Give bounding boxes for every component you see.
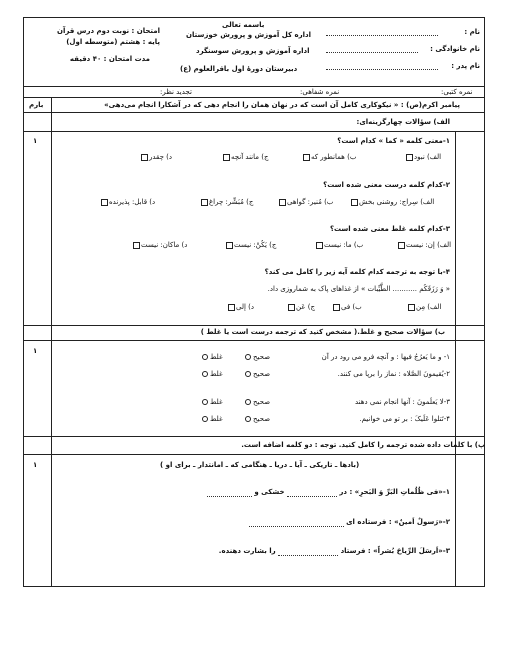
- divider: [23, 325, 485, 326]
- q3-option-d[interactable]: د) ماکان: نیست: [132, 241, 187, 250]
- duration-label: مدت امتحان : ۴۰ دقیقه: [69, 55, 150, 63]
- divider: [23, 340, 485, 341]
- org-line-2: اداره آموزش و پرورش سوسنگرد: [196, 47, 310, 55]
- score-column-header: بارم: [29, 101, 44, 109]
- q4-option-c[interactable]: ج) عَن: [287, 303, 315, 312]
- q2-option-a[interactable]: الف) سِراج: روشنی بخش: [350, 198, 434, 207]
- tf-statement-4: ۴-تَتلوا عَلَیکَ : بر تو می خوانیم.: [359, 415, 450, 423]
- name-field[interactable]: [326, 35, 438, 36]
- divider: [23, 112, 485, 113]
- score-column-line: [51, 97, 52, 587]
- q3-option-b[interactable]: ب) ما: نیست: [315, 241, 363, 250]
- oral-score: نمره شفاهی:: [300, 88, 340, 96]
- q1-option-d[interactable]: د) چقدر: [140, 153, 172, 162]
- q1-option-b[interactable]: ب) همانطور که: [302, 153, 356, 162]
- section-c-score: ۱: [33, 461, 38, 469]
- q1-option-c[interactable]: ج) مانند آنچه: [222, 153, 268, 162]
- org-line-3: دبیرستان دورۀ اول باقرالعلوم (ع): [180, 65, 298, 73]
- divider: [23, 131, 485, 132]
- fill-blank-3[interactable]: [278, 555, 338, 556]
- tf-statement-2: ۲-یُقیمونَ الصَّلاه : نماز را برپا می کنند.: [337, 370, 450, 378]
- review-score: تجدید نظر:: [160, 88, 192, 96]
- divider: [23, 97, 485, 98]
- fill-blank-1a[interactable]: [287, 496, 337, 497]
- tf-4-correct[interactable]: صحیح: [243, 415, 270, 424]
- question-4: ۴-با توجه به ترجمه کدام کلمه آیه زیر را کامل می کند؟: [264, 268, 450, 276]
- tf-1-wrong[interactable]: غلط: [200, 353, 223, 362]
- q2-option-b[interactable]: ب) مُنیر: گواهی: [278, 198, 333, 207]
- fill-item-1: ۱-«فی ظُلُماتِ البَرِّ وَ البَحرِ» : در خشکی و: [130, 488, 450, 497]
- q1-option-a[interactable]: الف) نبود: [405, 153, 441, 162]
- section-c-title: پ) با کلمات داده شده ترجمه را کامل کنید. توجه : دو کلمه اضافه است.: [241, 441, 485, 449]
- written-score: نمره کتبی:: [441, 88, 473, 96]
- grade-label: پایه : هشتم (متوسطه اول): [66, 38, 160, 46]
- divider: [23, 436, 485, 437]
- tf-3-correct[interactable]: صحیح: [243, 398, 270, 407]
- fill-blank-2[interactable]: [249, 526, 344, 527]
- section-b-title: ب) سؤالات صحیح و غلط.( مشخص کنید که ترجمه درست است یا غلط ): [200, 328, 445, 336]
- tf-statement-3: ۳-لا یَعلَمونَ : آنها انجام نمی دهند: [355, 398, 450, 406]
- q2-option-c[interactable]: ج) مُبَشِّر: چراغ: [200, 198, 253, 207]
- basmala: باسمه تعالی: [222, 21, 265, 29]
- q3-option-c[interactable]: ج) یَکُنْ: نیست: [225, 241, 276, 250]
- divider: [23, 454, 485, 455]
- word-bank: (بادها ـ تاریکی ـ آیا ـ دریا ـ هنگامی که ـ امانتدار ـ برای او ): [160, 461, 360, 469]
- q2-option-d[interactable]: د) قابل: پذیرنده: [100, 198, 155, 207]
- section-a-score: ۱: [33, 137, 38, 145]
- tf-statement-1: ۱- و ما یَعرُجُ فیها : و آنچه فرو می رود در آن: [321, 353, 450, 361]
- question-3: ۳-کدام کلمه غلط معنی شده است؟: [329, 225, 450, 233]
- q3-option-a[interactable]: الف) إن: نیست: [397, 241, 451, 250]
- family-field[interactable]: [326, 52, 418, 53]
- section-a-title: الف) سؤالات چهارگزینه‌ای:: [356, 118, 450, 126]
- exam-title: امتحان : نوبت دوم درس قرآن: [57, 27, 160, 35]
- question-1: ۱-معنی کلمه « کما » کدام است؟: [337, 137, 450, 145]
- divider: [23, 86, 485, 87]
- family-label: نام خانوادگی :: [430, 45, 480, 53]
- tf-1-correct[interactable]: صحیح: [243, 353, 270, 362]
- question-4-verse: « وَ رَزَقَکُم ........... الطَّیِّبات » از غذاهای پاک به شماروزی داد.: [267, 285, 450, 293]
- father-label: نام پدر :: [451, 62, 480, 70]
- tf-2-wrong[interactable]: غلط: [200, 370, 223, 379]
- tf-3-wrong[interactable]: غلط: [200, 398, 223, 407]
- fill-blank-1b[interactable]: [207, 496, 252, 497]
- father-field[interactable]: [326, 69, 438, 70]
- question-2: ۲-کدام کلمه درست معنی شده است؟: [323, 181, 450, 189]
- q4-option-b[interactable]: ب) فی: [332, 303, 362, 312]
- fill-item-3: ۳-«اَرسَلَ الرِّیاحَ بُشراً» : فرستاد را بشارت دهنده.: [218, 547, 450, 555]
- name-label: نام :: [464, 28, 480, 36]
- fill-item-2: ۲-«رَسولٌ اَمینٌ» : فرستاده ای: [230, 518, 450, 527]
- section-b-score: ۱: [33, 347, 38, 355]
- score-column-line-inner: [455, 131, 456, 587]
- tf-4-wrong[interactable]: غلط: [200, 415, 223, 424]
- q4-option-a[interactable]: الف) مِن: [407, 303, 441, 312]
- hadith-text: پیامبر اکرم(ص) : « نیکوکاری کامل آن است که در نهان همان را انجام دهی که در آشکارا انجام می‌دهی»: [104, 101, 460, 109]
- org-line-1: اداره کل آموزش و پرورش خوزستان: [186, 31, 312, 39]
- q4-option-d[interactable]: د) إلی: [227, 303, 254, 312]
- tf-2-correct[interactable]: صحیح: [243, 370, 270, 379]
